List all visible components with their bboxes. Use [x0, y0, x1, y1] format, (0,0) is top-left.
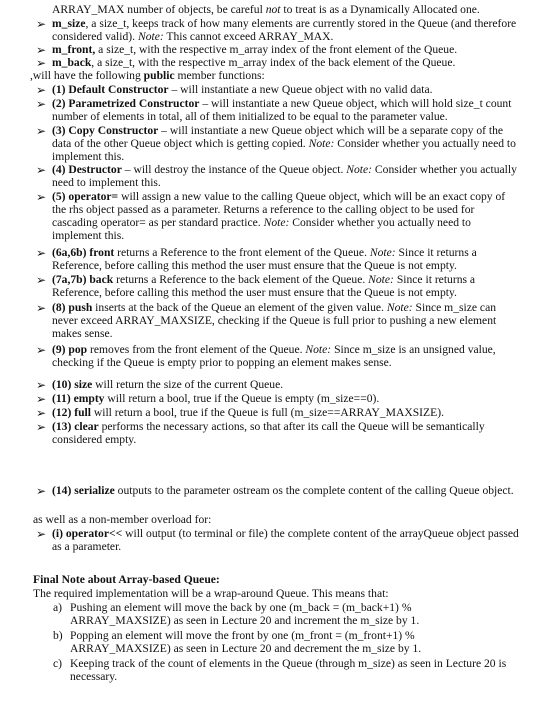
- function-item: [52, 407, 522, 420]
- function-item: [52, 84, 522, 97]
- function-label: (2) Parametrized Constructor: [52, 97, 200, 110]
- function-text: – will instantiate a new Queue object which will be a separate copy of the data of the other Queue object which is getting copied. Note: Consider whether you actually need to implement this.: [52, 124, 516, 163]
- bullet-icon: ➢: [36, 56, 47, 70]
- function-text: will return a bool, true if the Queue is full (m_size==ARRAY_MAXSIZE).: [90, 406, 444, 419]
- function-label: (8) push: [52, 301, 93, 314]
- function-label: (6a,6b) front: [52, 246, 115, 259]
- bullet-icon: ➢: [36, 163, 47, 177]
- member-m-size: [52, 18, 522, 44]
- final-item-text: Keeping track of the count of elements in the Queue (through m_size) as seen in Lecture 20 is necessary.: [70, 657, 507, 683]
- bullet-icon: ➢: [36, 527, 47, 541]
- function-text: will return the size of the current Queue.: [92, 378, 284, 391]
- bullet-icon: ➢: [36, 246, 47, 260]
- bullet-icon: ➢: [36, 97, 47, 111]
- member-term: m_front,: [52, 43, 96, 56]
- function-item: [52, 247, 522, 273]
- bullet-icon: ➢: [36, 190, 47, 204]
- function-label: (12) full: [52, 406, 91, 419]
- function-text: – will instantiate a new Queue object with no valid data.: [168, 83, 433, 96]
- function-item: [52, 379, 522, 392]
- function-item: [52, 421, 522, 447]
- function-label: (14) serialize: [52, 484, 115, 497]
- function-text: – will instantiate a new Queue object, which will hold size_t count number of elements in total, all of them initialized to be equal to the parameter value.: [52, 97, 512, 123]
- bullet-icon: ➢: [36, 392, 47, 406]
- function-label: (5) operator=: [52, 190, 119, 203]
- final-item-letter: b): [53, 629, 63, 642]
- bullet-icon: ➢: [36, 17, 47, 31]
- function-item: [52, 393, 522, 406]
- function-text: removes from the front element of the Queue. Note: Since m_size is an unsigned value, checking if the Queue is empty prior to popping an element makes sense.: [52, 343, 496, 369]
- function-item: [52, 274, 522, 300]
- bullet-icon: ➢: [36, 406, 47, 420]
- public-intro: [30, 70, 265, 83]
- function-text: – will destroy the instance of the Queue object. Note: Consider whether you actually need to implement this.: [52, 163, 517, 189]
- function-label: (11) empty: [52, 392, 105, 405]
- bullet-icon: ➢: [36, 484, 47, 498]
- member-text: , a size_t, keeps track of how many elements are currently stored in the Queue (and therefore considered valid). Note: This cannot exceed ARRAY_MAX.: [52, 17, 517, 43]
- function-item: [52, 98, 522, 124]
- function-text: returns a Reference to the front element of the Queue. Note: Since it returns a Reference, before calling this method the user must ensure that the Queue is not empty.: [52, 246, 477, 272]
- final-note-heading: Final Note about Array-based Queue:: [33, 573, 220, 586]
- member-m-front: [52, 44, 522, 57]
- bullet-icon: ➢: [36, 301, 47, 315]
- function-item: [52, 344, 522, 370]
- member-term: m_size: [52, 17, 86, 30]
- final-item-letter: c): [53, 657, 63, 670]
- final-item-text: Pushing an element will move the back by one (m_back = (m_back+1) % ARRAY_MAXSIZE) as seen in Lecture 20 and increment the m_size by 1.: [70, 601, 420, 627]
- bullet-icon: ➢: [36, 83, 47, 97]
- function-item: [52, 302, 522, 341]
- bullet-icon: ➢: [36, 124, 47, 138]
- function-label: (3) Copy Constructor: [52, 124, 159, 137]
- final-item-text: Popping an element will move the front by one (m_front = (m_front+1) % ARRAY_MAXSIZE) as seen in Lecture 20 and decrement the m_size by 1.: [70, 629, 422, 655]
- public-intro-pre: ,will have the following: [30, 69, 144, 82]
- member-text: a size_t, with the respective m_array index of the front element of the Queue.: [95, 43, 458, 56]
- function-label: (13) clear: [52, 420, 99, 433]
- function-text: performs the necessary actions, so that after its call the Queue will be semantically considered empty.: [52, 420, 485, 446]
- function-label: (4) Destructor: [52, 163, 122, 176]
- nonmember-label: (i) operator<<: [52, 527, 123, 540]
- bullet-icon: ➢: [36, 378, 47, 392]
- public-intro-post: member functions:: [174, 69, 265, 82]
- function-item: [52, 164, 522, 190]
- function-text: inserts at the back of the Queue an element of the given value. Note: Since m_size can never exceed ARRAY_MAXSIZE, checking if the Queue is full prior to pushing a new element makes sense.: [52, 301, 497, 340]
- member-term: m_back: [52, 56, 92, 69]
- bullet-icon: ➢: [36, 343, 47, 357]
- nonmember-text: will output (to terminal or file) the complete content of the arrayQueue object passed as a parameter.: [52, 527, 519, 553]
- final-item-letter: a): [53, 601, 63, 614]
- bullet-icon: ➢: [36, 420, 47, 434]
- function-item: [52, 485, 522, 498]
- member-text: , a size_t, with the respective m_array index of the back element of the Queue.: [91, 56, 456, 69]
- member-m-back: [52, 57, 522, 70]
- bullet-icon: ➢: [36, 43, 47, 57]
- final-note-intro: The required implementation will be a wrap-around Queue. This means that:: [33, 587, 389, 600]
- function-text: returns a Reference to the back element of the Queue. Note: Since it returns a Reference, before calling this method the user must ensure that the Queue is not empty.: [52, 273, 476, 299]
- function-label: (7a,7b) back: [52, 273, 114, 286]
- nonmember-intro: as well as a non-member overload for:: [33, 513, 212, 526]
- bullet-icon: ➢: [36, 273, 47, 287]
- function-label: (1) Default Constructor: [52, 83, 169, 96]
- function-item: [52, 125, 522, 164]
- intro-line: ARRAY_MAX number of objects, be careful not to treat is as a Dynamically Allocated one.: [52, 3, 480, 16]
- function-item: [52, 191, 522, 243]
- function-text: outputs to the parameter ostream os the complete content of the calling Queue object.: [114, 484, 514, 497]
- public-intro-bold: public: [143, 69, 175, 82]
- function-label: (9) pop: [52, 343, 88, 356]
- function-text: will return a bool, true if the Queue is empty (m_size==0).: [104, 392, 380, 405]
- function-text: will assign a new value to the calling Queue object, which will be an exact copy of the rhs object passed as a parameter. Returns a reference to the calling object to be used for cascading operator= as per standard practice. Note: Consider whether you actually need to implement this.: [52, 190, 506, 242]
- function-label: (10) size: [52, 378, 93, 391]
- nonmember-item: [52, 528, 522, 554]
